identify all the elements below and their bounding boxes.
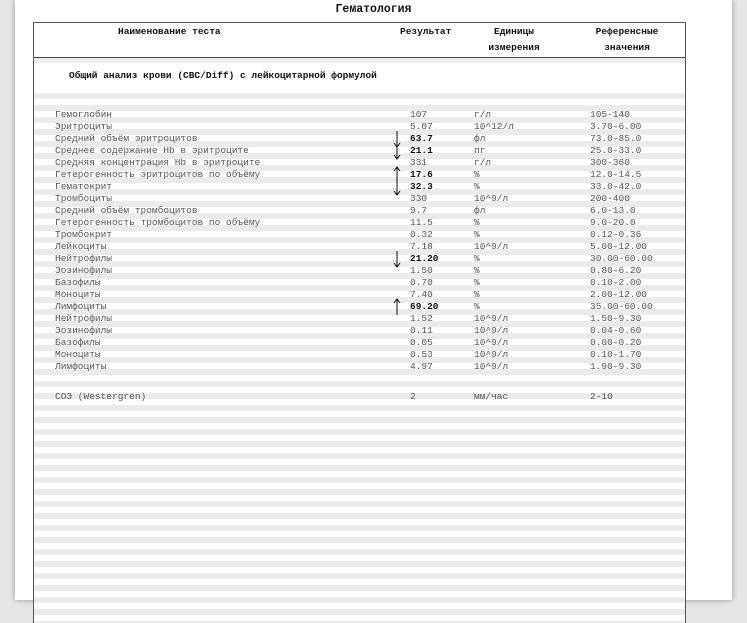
table-row: [34, 193, 685, 205]
table-row: [34, 205, 685, 217]
test-name: Базофилы: [55, 277, 101, 288]
results-table: [33, 22, 686, 623]
test-reference: 105-140: [590, 109, 630, 120]
table-row: [34, 289, 685, 301]
test-name: СОЭ (Westergren): [55, 391, 147, 402]
col-header-result: Результат: [400, 26, 452, 37]
table-row-esr: [34, 391, 685, 403]
test-name: Эозинофилы: [55, 325, 113, 336]
test-unit: 10^9/л: [474, 349, 509, 360]
col-header-ref-1: Референсные: [595, 26, 659, 37]
test-name: Эритроциты: [55, 121, 113, 132]
test-unit: мм/час: [474, 391, 509, 402]
test-name: Моноциты: [55, 289, 101, 300]
test-unit: %: [474, 265, 480, 276]
test-unit: 10^9/л: [474, 313, 509, 324]
col-header-name: Наименование теста: [118, 26, 221, 37]
test-name: Базофилы: [55, 337, 101, 348]
group-title: Общий анализ крови (CBC/Diff) с лейкоцитарной формулой: [69, 70, 377, 81]
table-row: [34, 157, 685, 169]
test-result: 107: [410, 109, 428, 120]
test-result: 32.3: [410, 181, 433, 192]
test-result: 17.6: [410, 169, 433, 180]
test-unit: пг: [474, 145, 486, 156]
test-unit: %: [474, 181, 480, 192]
test-name: Среднее содержание Hb в эритроците: [55, 145, 249, 156]
test-reference: 9.0-20.0: [590, 217, 636, 228]
table-row: [34, 145, 685, 157]
col-header-ref-2: значения: [604, 42, 650, 53]
test-reference: 12.0-14.5: [590, 169, 642, 180]
test-unit: 10^12/л: [474, 121, 514, 132]
test-result: 11.5: [410, 217, 433, 228]
test-unit: г/л: [474, 157, 492, 168]
table-row: [34, 241, 685, 253]
test-name: Гематокрит: [55, 181, 113, 192]
table-row: [34, 121, 685, 133]
test-reference: 0.10-1.70: [590, 349, 642, 360]
test-name: Лейкоциты: [55, 241, 107, 252]
test-name: Нейтрофилы: [55, 313, 113, 324]
test-reference: 2-10: [590, 391, 613, 402]
test-result: 0.53: [410, 349, 433, 360]
test-reference: 6.0-13.0: [590, 205, 636, 216]
report-title: Гематология: [335, 3, 412, 16]
test-name: Лимфоциты: [55, 301, 107, 312]
test-unit: %: [474, 169, 480, 180]
test-reference: 3.70-6.00: [590, 121, 642, 132]
test-reference: 0.00-0.20: [590, 337, 642, 348]
test-result: 330: [410, 193, 428, 204]
test-reference: 35.00-60.00: [590, 301, 653, 312]
test-result: 4.97: [410, 361, 433, 372]
test-result: 21.1: [410, 145, 433, 156]
test-reference: 5.00-12.00: [590, 241, 648, 252]
test-unit: %: [474, 229, 480, 240]
test-name: Нейтрофилы: [55, 253, 113, 264]
test-result: 0.32: [410, 229, 433, 240]
table-row: [34, 181, 685, 193]
test-reference: 200-400: [590, 193, 630, 204]
col-header-units-2: измерения: [488, 42, 540, 53]
test-reference: 0.80-6.20: [590, 265, 642, 276]
test-name: Тромбоциты: [55, 193, 113, 204]
table-row: [34, 109, 685, 121]
test-unit: 10^9/л: [474, 193, 509, 204]
group-heading: [34, 67, 685, 87]
test-name: Гетерогенность эритроцитов по объёму: [55, 169, 261, 180]
table-row: [34, 337, 685, 349]
test-reference: 1.50-9.30: [590, 313, 642, 324]
test-unit: фл: [474, 205, 486, 216]
test-result: 7.40: [410, 289, 433, 300]
table-row: [34, 253, 685, 265]
test-name: Гетерогенность тромбоцитов по объёму: [55, 217, 261, 228]
test-name: Лимфоциты: [55, 361, 107, 372]
test-unit: 10^9/л: [474, 325, 509, 336]
test-result: 0.70: [410, 277, 433, 288]
test-result: 21.20: [410, 253, 439, 264]
test-unit: %: [474, 289, 480, 300]
test-result: 5.07: [410, 121, 433, 132]
test-unit: %: [474, 301, 480, 312]
test-result: 0.11: [410, 325, 433, 336]
test-result: 7.18: [410, 241, 433, 252]
test-reference: 73.0-85.0: [590, 133, 642, 144]
test-result: 331: [410, 157, 428, 168]
test-name: Средний объём тромбоцитов: [55, 205, 198, 216]
table-row: [34, 349, 685, 361]
test-unit: %: [474, 217, 480, 228]
table-header: [34, 23, 685, 58]
test-reference: 33.0-42.0: [590, 181, 642, 192]
test-unit: %: [474, 253, 480, 264]
table-row: [34, 277, 685, 289]
test-result: 1.50: [410, 265, 433, 276]
test-reference: 1.90-9.30: [590, 361, 642, 372]
test-name: Моноциты: [55, 349, 101, 360]
table-row: [34, 217, 685, 229]
test-unit: %: [474, 277, 480, 288]
table-row: [34, 313, 685, 325]
table-row: [34, 325, 685, 337]
col-header-units-1: Единицы: [494, 26, 534, 37]
table-row: [34, 169, 685, 181]
test-unit: 10^9/л: [474, 241, 509, 252]
test-name: Эозинофилы: [55, 265, 113, 276]
test-result: 9.7: [410, 205, 428, 216]
test-name: Тромбокрит: [55, 229, 113, 240]
test-unit: 10^9/л: [474, 337, 509, 348]
test-name: Средняя концентрация Hb в эритроците: [55, 157, 261, 168]
test-reference: 2.00-12.00: [590, 289, 648, 300]
table-row: [34, 265, 685, 277]
test-name: Средний объём эритроцитов: [55, 133, 198, 144]
table-row: [34, 133, 685, 145]
test-reference: 0.10-2.00: [590, 277, 642, 288]
test-result: 69.20: [410, 301, 439, 312]
test-unit: г/л: [474, 109, 492, 120]
test-unit: 10^9/л: [474, 361, 509, 372]
test-result: 63.7: [410, 133, 433, 144]
table-row: [34, 361, 685, 373]
test-unit: фл: [474, 133, 486, 144]
test-reference: 300-360: [590, 157, 630, 168]
test-result: 1.52: [410, 313, 433, 324]
test-reference: 30.00-60.00: [590, 253, 653, 264]
table-row: [34, 229, 685, 241]
table-row: [34, 301, 685, 313]
test-name: Гемоглобин: [55, 109, 113, 120]
test-result: 2: [410, 391, 416, 402]
test-reference: 0.04-0.60: [590, 325, 642, 336]
test-result: 0.05: [410, 337, 433, 348]
test-reference: 25.0-33.0: [590, 145, 642, 156]
test-reference: 0.12-0.36: [590, 229, 642, 240]
